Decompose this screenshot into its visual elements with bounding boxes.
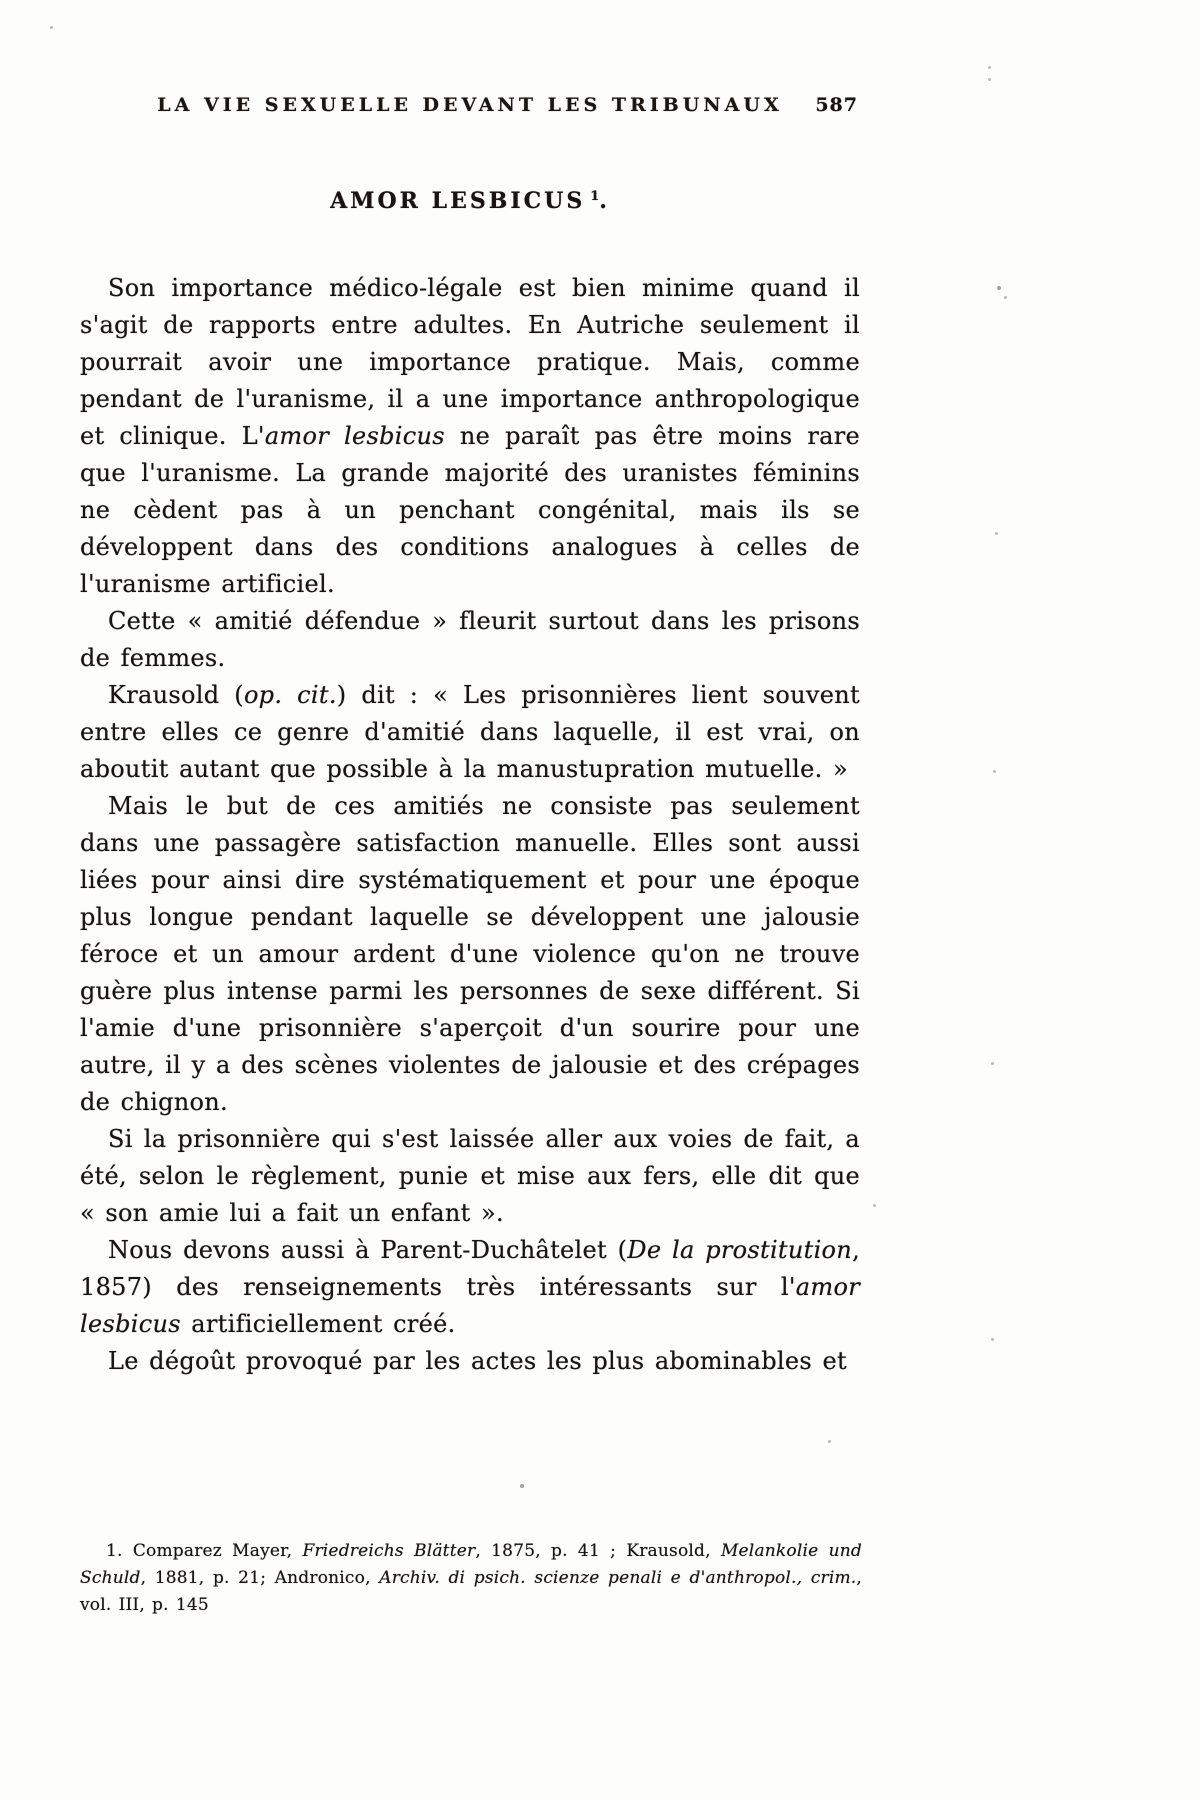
- text-run: 1. Comparez Mayer,: [106, 1541, 303, 1561]
- italic-run: Melankolie und Schuld: [80, 1541, 862, 1588]
- scan-speck: [828, 1440, 831, 1443]
- text-run: ) dit : « Les prisonnières lient souvent entre elles ce genre d'amitié dans laquelle, il est vrai, on aboutit autant que possible à la manustupration mutuelle. »: [80, 681, 860, 783]
- body-paragraph: [80, 1121, 860, 1232]
- page-number: 587: [815, 94, 858, 116]
- text-run: , vol. III, p. 145: [80, 1568, 862, 1615]
- text-run: Krausold (: [108, 681, 244, 709]
- text-column: [80, 0, 860, 1380]
- text-run: Cette « amitié défendue » fleurit surtout dans les prisons de femmes.: [80, 607, 860, 672]
- body-paragraph: [80, 1343, 860, 1380]
- scan-speck: [988, 66, 991, 69]
- text-run: Le dégoût provoqué par les actes les plus abominables et: [108, 1347, 847, 1375]
- body-paragraph: [80, 788, 860, 1121]
- body-paragraph: [80, 677, 860, 788]
- text-run: Mais le but de ces amitiés ne consiste pas seulement dans une passagère satisfaction manuelle. Elles sont aussi liées pour ainsi dire systématiquement et pour une époque plus longue pendant laquelle se développent une jalousie féroce et un amour ardent d'une violence qu'on ne trouve guère plus intense parmi les personnes de sexe différent. Si l'amie d'une prisonnière s'aperçoit d'un sourire pour une autre, il y a des scènes violentes de jalousie et des crépages de chignon.: [80, 792, 860, 1116]
- italic-run: amor lesbicus: [80, 1273, 860, 1338]
- italic-run: amor lesbicus: [264, 422, 445, 450]
- body-text: [80, 270, 860, 1380]
- italic-run: op. cit.: [243, 681, 337, 709]
- scan-speck: [988, 78, 991, 81]
- section-title-period: .: [599, 188, 610, 214]
- scan-speck: [50, 26, 53, 29]
- text-run: ne paraît pas être moins rare que l'uranisme. La grande majorité des uranistes féminins ne cèdent pas à un penchant congénital, mais ils se développent dans des conditions analogues à celles de l'uranisme artificiel.: [80, 422, 861, 598]
- text-run: , 1875, p. 41 ; Krausold,: [475, 1541, 721, 1561]
- italic-run: Friedreichs Blätter: [302, 1541, 476, 1561]
- text-run: artificiellement créé.: [180, 1310, 456, 1338]
- running-title: LA VIE SEXUELLE DEVANT LES TRIBUNAUX: [157, 94, 783, 116]
- scan-speck: [991, 1338, 994, 1341]
- text-run: Si la prisonnière qui s'est laissée aller aux voies de fait, a été, selon le règlement, punie et mise aux fers, elle dit que « son amie lui a fait un enfant ».: [80, 1125, 860, 1227]
- body-paragraph: [80, 603, 860, 677]
- footnote-ref-marker: 1: [590, 188, 600, 204]
- scan-speck: [991, 1062, 994, 1065]
- footnote: [80, 1538, 862, 1619]
- text-run: , 1857) des renseignements très intéressants sur l': [80, 1236, 860, 1301]
- scan-speck: [997, 286, 1001, 290]
- italic-run: De la prostitution: [627, 1236, 853, 1264]
- text-run: , 1881, p. 21; Andronico,: [140, 1568, 380, 1588]
- scan-speck: [1004, 296, 1007, 299]
- scan-speck: [995, 532, 998, 535]
- running-header: [80, 94, 860, 124]
- scan-speck: [520, 1484, 524, 1488]
- scan-speck: [993, 770, 996, 773]
- text-run: Nous devons aussi à Parent-Duchâtelet (: [108, 1236, 628, 1264]
- section-title: [80, 188, 860, 214]
- italic-run: Archiv. di psich. scienze penali e d'anthropol., crim.: [379, 1568, 857, 1588]
- body-paragraph: [80, 270, 860, 603]
- body-paragraph: [80, 1232, 860, 1343]
- scan-speck: [873, 1204, 876, 1207]
- section-title-text: AMOR LESBICUS: [330, 188, 586, 214]
- text-run: Son importance médico-légale est bien minime quand il s'agit de rapports entre adultes. En Autriche seulement il pourrait avoir une importance pratique. Mais, comme pendant de l'uranisme, il a une importance anthropologique et clinique. L': [80, 274, 860, 450]
